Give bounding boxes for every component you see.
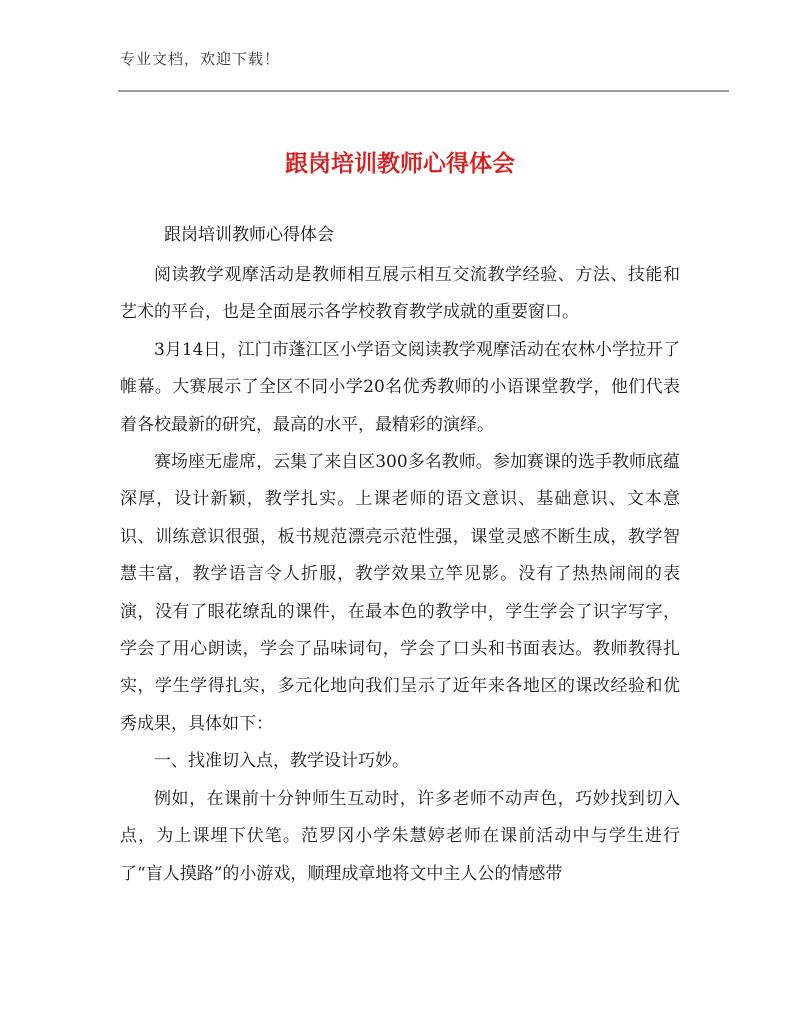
document-title: 跟岗培训教师心得体会 — [285, 151, 515, 177]
document-body — [120, 257, 680, 893]
page-header-text: 专业文档，欢迎下载！ — [120, 50, 281, 68]
paragraph: 阅读教学观摩活动是教师相互展示相互交流教学经验、方法、技能和艺术的平台，也是全面展示各学校教育教学成就的重要窗口。 — [120, 265, 680, 323]
paragraph: 3月14日，江门市蓬江区小学语文阅读教学观摩活动在农林小学拉开了帷幕。大赛展示了全区不同小学20名优秀教师的小语课堂教学，他们代表着各校最新的研究，最高的水平，最精彩的演绎。 — [120, 339, 680, 435]
paragraph: 例如，在课前十分钟师生互动时，许多老师不动声色，巧妙找到切入点，为上课埋下伏笔。范罗冈小学朱慧婷老师在课前活动中与学生进行了“盲人摸路”的小游戏，顺理成章地将文中主人公的情感带 — [120, 788, 680, 884]
paragraph: 赛场座无虚席，云集了来自区300多名教师。参加赛课的选手教师底蕴深厚，设计新颖，教学扎实。上课老师的语文意识、基础意识、文本意识、训练意识很强，板书规范漂亮示范性强，课堂灵感不断生成，教学智慧丰富，教学语言令人折服，教学效果立竿见影。没有了热热闹闹的表演，没有了眼花缭乱的课件，在最本色的教学中，学生学会了识字写字，学会了用心朗读，学会了品味词句，学会了口头和书面表达。教师教得扎实，学生学得扎实，多元化地向我们呈示了近年来各地区的课改经验和优秀成果，具体如下： — [120, 452, 680, 734]
paragraph: 一、找准切入点，教学设计巧妙。 — [154, 751, 409, 772]
document-subtitle: 跟岗培训教师心得体会 — [164, 225, 334, 245]
header-divider — [118, 90, 729, 92]
